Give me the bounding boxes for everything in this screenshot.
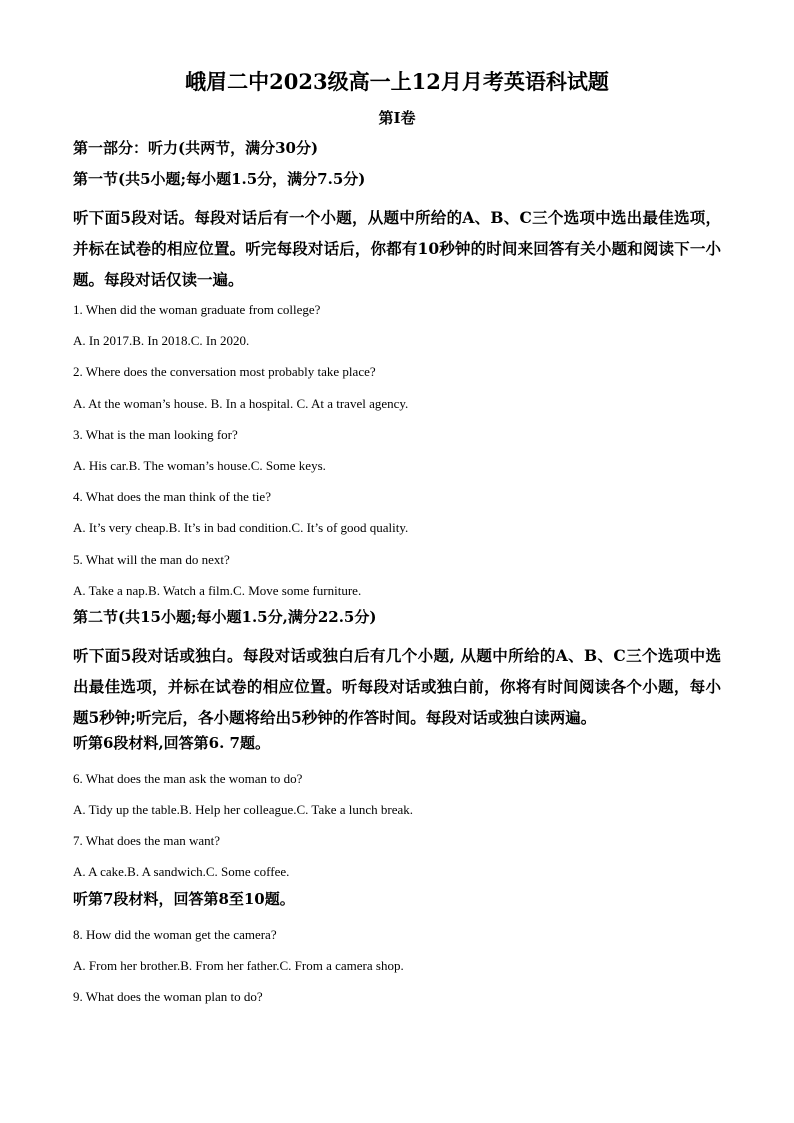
question-9: 9. What does the woman plan to do? — [73, 989, 263, 1004]
question-4: 4. What does the man think of the tie? — [73, 489, 271, 505]
question-2-options: A. At the woman’s house. B. In a hospital. C. At a travel agency. — [73, 395, 409, 411]
question-5: 5. What will the man do next? — [73, 551, 230, 567]
question-8-options: A. From her brother.B. From her father.C. From a camera shop. — [73, 957, 404, 973]
question-6: 6. What does the man ask the woman to do? — [73, 770, 303, 786]
question-4-options: A. It’s very cheap.B. It’s in bad condition.C. It’s of good quality. — [73, 520, 409, 536]
section2-heading: 第二节(共15小题;每小题1.5分,满分22.5分) — [73, 607, 377, 626]
question-3: 3. What is the man looking for? — [73, 426, 238, 442]
question-5-options: A. Take a nap.B. Watch a film.C. Move some furniture. — [73, 582, 362, 598]
material-6-heading: 听第6段材料,回答第6. 7题。 — [73, 733, 270, 752]
question-7-options: A. A cake.B. A sandwich.C. Some coffee. — [73, 864, 290, 880]
question-1-options: A. In 2017.B. In 2018.C. In 2020. — [73, 333, 250, 349]
volume-label: 第I卷 — [378, 109, 416, 127]
part-heading: 第一部分：听力(共两节，满分30分) — [73, 139, 319, 157]
question-7: 7. What does the man want? — [73, 833, 221, 849]
question-1: 1. When did the woman graduate from college? — [73, 302, 321, 317]
material-7-heading: 听第7段材料，回答第8至10题。 — [73, 889, 295, 908]
section1-instructions: 听下面5段对话。每段对话后有一个小题，从题中所给的A、B、C三个选项中选出最佳选项，并标在试卷的相应位置。听完每段对话后，你都有10秒钟的时间来回答有关小题和阅读下一小题。每段对话仅读一遍。 — [73, 208, 721, 289]
exam-content — [73, 138, 721, 1013]
question-2: 2. Where does the conversation most probably take place? — [73, 364, 376, 380]
section1-heading: 第一节(共5小题;每小题1.5分，满分7.5分) — [73, 170, 366, 188]
section2-instructions: 听下面5段对话或独白。每段对话或独白后有几个小题, 从题中所给的A、B、C三个选项中选出最佳选项，并标在试卷的相应位置。听每段对话或独白前，你将有时间阅读各个小题，每小题5秒钟;听完后，各小题将给出5秒钟的作答时间。每段对话或独白读两遍。 — [73, 645, 721, 727]
question-3-options: A. His car.B. The woman’s house.C. Some keys. — [73, 457, 326, 473]
question-6-options: A. Tidy up the table.B. Help her colleague.C. Take a lunch break. — [73, 802, 414, 818]
question-8: 8. How did the woman get the camera? — [73, 926, 277, 942]
exam-title: 峨眉二中2023级高一上12月月考英语科试题 — [185, 69, 609, 94]
